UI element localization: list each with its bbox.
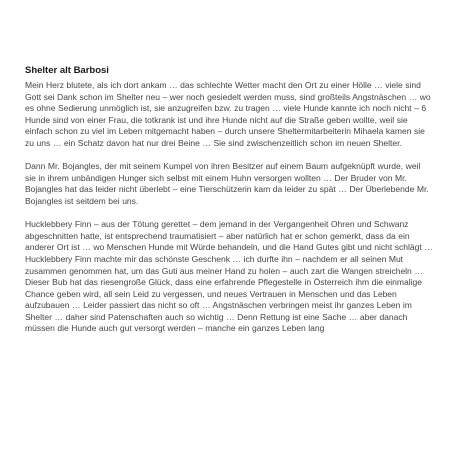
article-paragraph: Hucklebbery Finn – aus der Tötung gerettet – dem jemand in der Vergangenheit Ohren und Schwanz abgeschnitten hatte, ist entsprechend traumatisiert – aber natürlich hat er schon gemerkt, dass da ein anderer Ort ist … wo Menschen Hunde mit Würde behandeln, und die Hand Gutes gibt und nicht schlägt … Hucklebbery Finn machte mir das schönste Geschenk … ich durfte ihn – nachdem er all seinen Mut zusammen genommen hat, um das Guti aus meiner Hand zu holen – auch zart die Wangen streicheln … Dieser Bub hat das riesengroße Glück, dass eine erfahrende Pflegestelle in Österreich ihm die einmalige Chance geben wird, all sein Leid zu vergessen, und neues Vertrauen in Menschen und das Leben aufzubauen … Leider passiert das nicht so oft … Angstnäschen verbringen meist ihr ganzes Leben im Shelter … daher sind Patenschaften auch so wichtig … Denn Rettung ist eine Sache … aber danach müssen die Hunde auch gut versorgt werden – manche ein ganzes Leben lang xyxy=(25,219,433,334)
article xyxy=(25,64,433,347)
article-heading: Shelter alt Barbosi xyxy=(25,65,109,76)
article-paragraph: Dann Mr. Bojangles, der mit seinem Kumpel von ihren Besitzer auf einem Baum aufgeknüpft wurde, weil sie in ihrem unbändigen Hunger sich selbst mit einem Huhn versorgen wollten … Der Bruder von Mr. Bojangles hat das leider nicht überlebt – eine Tierschützerin kam da leider zu spät … Der Überlebende Mr. Bojangles ist seitdem bei uns. xyxy=(25,161,429,206)
article-paragraph: Mein Herz blutete, als ich dort ankam … das schlechte Wetter macht den Ort zu einer Hölle … viele sind Gott sei Dank schon im Shelter neu – wer noch gesiedelt werden muss, sind großteils Angstnäschen … wo es ohne Sedierung unmöglich ist, sie anzugreifen bzw. zu tragen … viele Hunde kannte ich noch nicht – 6 Hunde sind von einer Frau, die totkrank ist und ihre Hunde nicht auf die Straße geben wollte, weil sie einfach schon zu viel im Leben mitgemacht haben – durch unsere Sheltermitarbeiterin Mihaela kamen sie zu uns … ein Schatz davon hat nur drei Beine … Sie sind zwischenzeitlich schon im neuen Shelter. xyxy=(25,80,431,148)
